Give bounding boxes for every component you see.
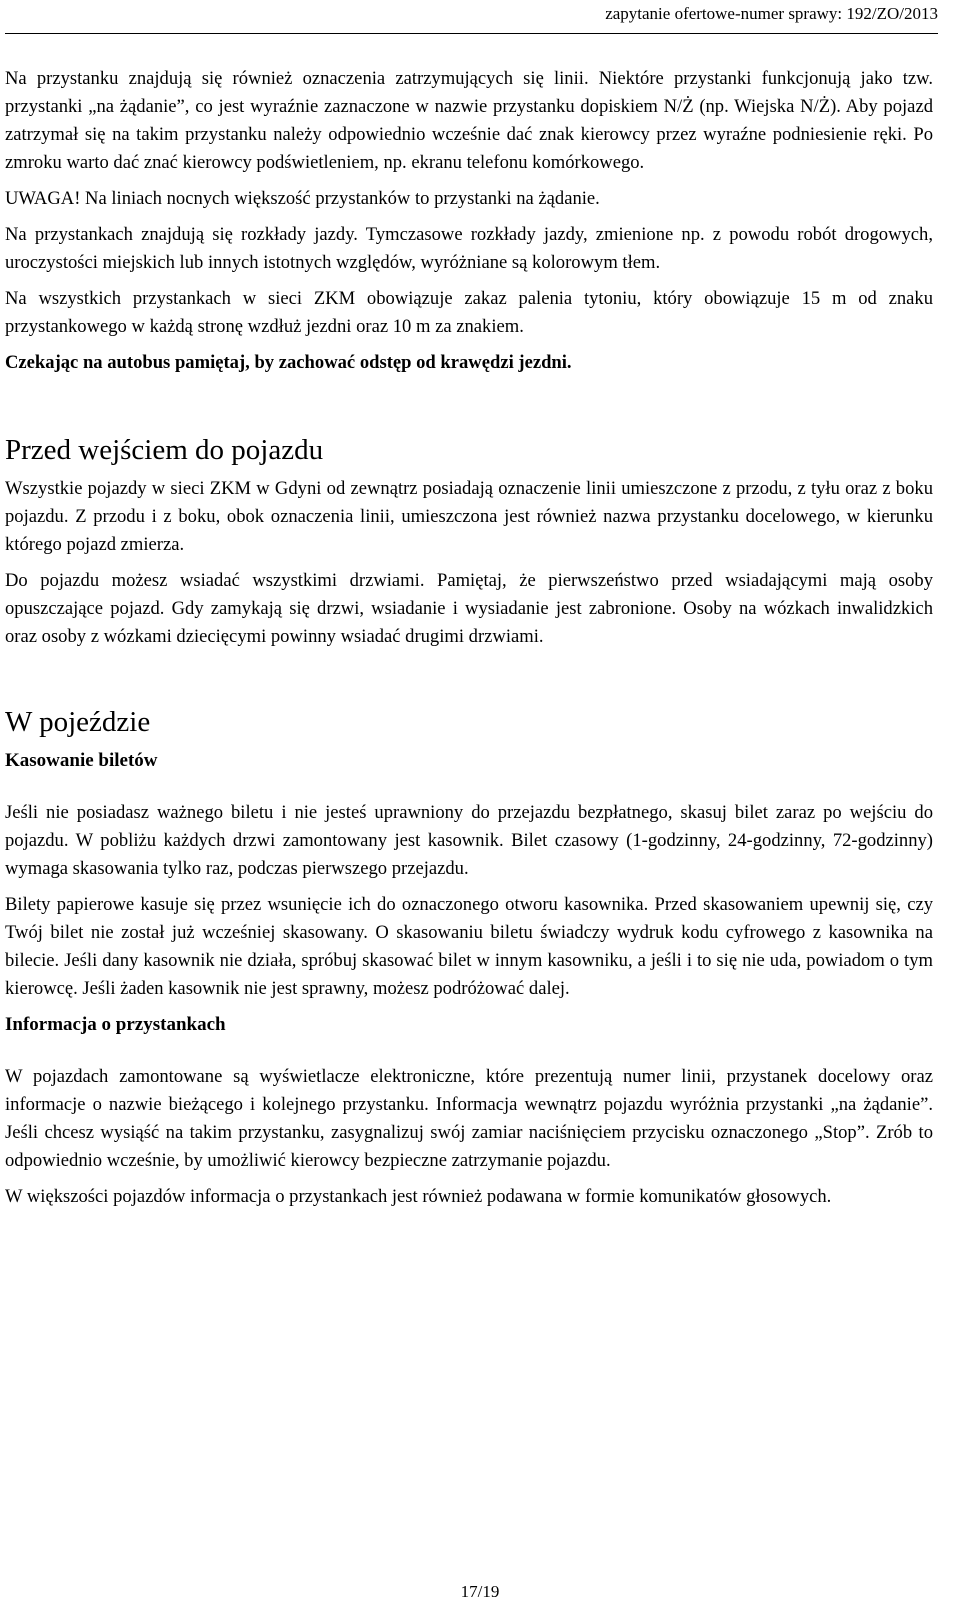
- header-rule: [5, 33, 938, 34]
- intro-paragraph-4: Na wszystkich przystankach w sieci ZKM obowiązuje zakaz palenia tytoniu, który obowiązuje 15 m od znaku przystankowego w każdą stronę wzdłuż jezdni oraz 10 m za znakiem.: [5, 288, 933, 337]
- page-content: [5, 65, 933, 1219]
- page-header: zapytanie ofertowe-numer sprawy: 192/ZO/2013: [605, 4, 938, 23]
- section-heading-in-vehicle: W pojeździe: [5, 706, 151, 738]
- intro-paragraph-1: Na przystanku znajdują się również oznaczenia zatrzymujących się linii. Niektóre przystanki funkcjonują jako tzw. przystanki „na żądanie”, co jest wyraźnie zaznaczone w nazwie przystanku dopiskiem N/Ż (np. Wiejska N/Ż). Aby pojazd zatrzymał się na takim przystanku należy odpowiednio wcześnie dać znak kierowcy przez wyraźne podniesienie ręki. Po zmroku warto dać znać kierowcy podświetleniem, np. ekranu telefonu komórkowego.: [5, 68, 933, 173]
- page-number: 17/19: [460, 1582, 500, 1601]
- validation-paragraph-2: Bilety papierowe kasuje się przez wsunięcie ich do oznaczonego otworu kasownika. Przed skasowaniem upewnij się, czy Twój bilet nie został już wcześniej skasowany. O skasowaniu biletu świadczy wydruk kodu cyfrowego z kasownika na bilecie. Jeśli dany kasownik nie działa, spróbuj skasować bilet w innym kasowniku, a jeśli i to się nie uda, powiadom o tym kierowcę. Jeśli żaden kasownik nie jest sprawny, możesz podróżować dalej.: [5, 894, 933, 999]
- intro-paragraph-3: Na przystankach znajdują się rozkłady jazdy. Tymczasowe rozkłady jazdy, zmienione np. z powodu robót drogowych, uroczystości miejskich lub innych istotnych względów, wyróżniane są kolorowym tłem.: [5, 224, 933, 273]
- stop-info-paragraph-1: W pojazdach zamontowane są wyświetlacze elektroniczne, które prezentują numer linii, przystanek docelowy oraz informacje o nazwie bieżącego i kolejnego przystanku. Informacja wewnątrz pojazdu wyróżnia przystanki „na żądanie”. Jeśli chcesz wysiąść na takim przystanku, zasygnalizuj swój zamiar naciśnięciem przycisku oznaczonego „Stop”. Zrób to odpowiednio wcześnie, by umożliwić kierowcy bezpieczne zatrzymanie pojazdu.: [5, 1066, 933, 1171]
- section1-paragraph-1: Wszystkie pojazdy w sieci ZKM w Gdyni od zewnątrz posiadają oznaczenie linii umieszczone z przodu, z tyłu oraz z boku pojazdu. Z przodu i z boku, obok oznaczenia linii, umieszczona jest również nazwa przystanku docelowego, w kierunku którego pojazd zmierza.: [5, 478, 933, 555]
- section-heading-before-boarding: Przed wejściem do pojazdu: [5, 434, 324, 466]
- subheading-ticket-validation: Kasowanie biletów: [5, 750, 158, 771]
- stop-info-paragraph-2: W większości pojazdów informacja o przystankach jest również podawana w formie komunikatów głosowych.: [5, 1186, 832, 1207]
- section1-paragraph-2: Do pojazdu możesz wsiadać wszystkimi drzwiami. Pamiętaj, że pierwszeństwo przed wsiadającymi mają osoby opuszczające pojazd. Gdy zamykają się drzwi, wsiadanie i wysiadanie jest zabronione. Osoby na wózkach inwalidzkich oraz osoby z wózkami dziecięcymi powinny wsiadać drugimi drzwiami.: [5, 570, 933, 647]
- validation-paragraph-1: Jeśli nie posiadasz ważnego biletu i nie jesteś uprawniony do przejazdu bezpłatnego, skasuj bilet zaraz po wejściu do pojazdu. W pobliżu każdych drzwi zamontowany jest kasownik. Bilet czasowy (1-godzinny, 24-godzinny, 72-godzinny) wymaga skasowania tylko raz, podczas pierwszego przejazdu.: [5, 802, 933, 879]
- intro-warning: Czekając na autobus pamiętaj, by zachować odstęp od krawędzi jezdni.: [5, 352, 572, 373]
- intro-paragraph-2: UWAGA! Na liniach nocnych większość przystanków to przystanki na żądanie.: [5, 188, 600, 209]
- subheading-stop-information: Informacja o przystankach: [5, 1014, 226, 1035]
